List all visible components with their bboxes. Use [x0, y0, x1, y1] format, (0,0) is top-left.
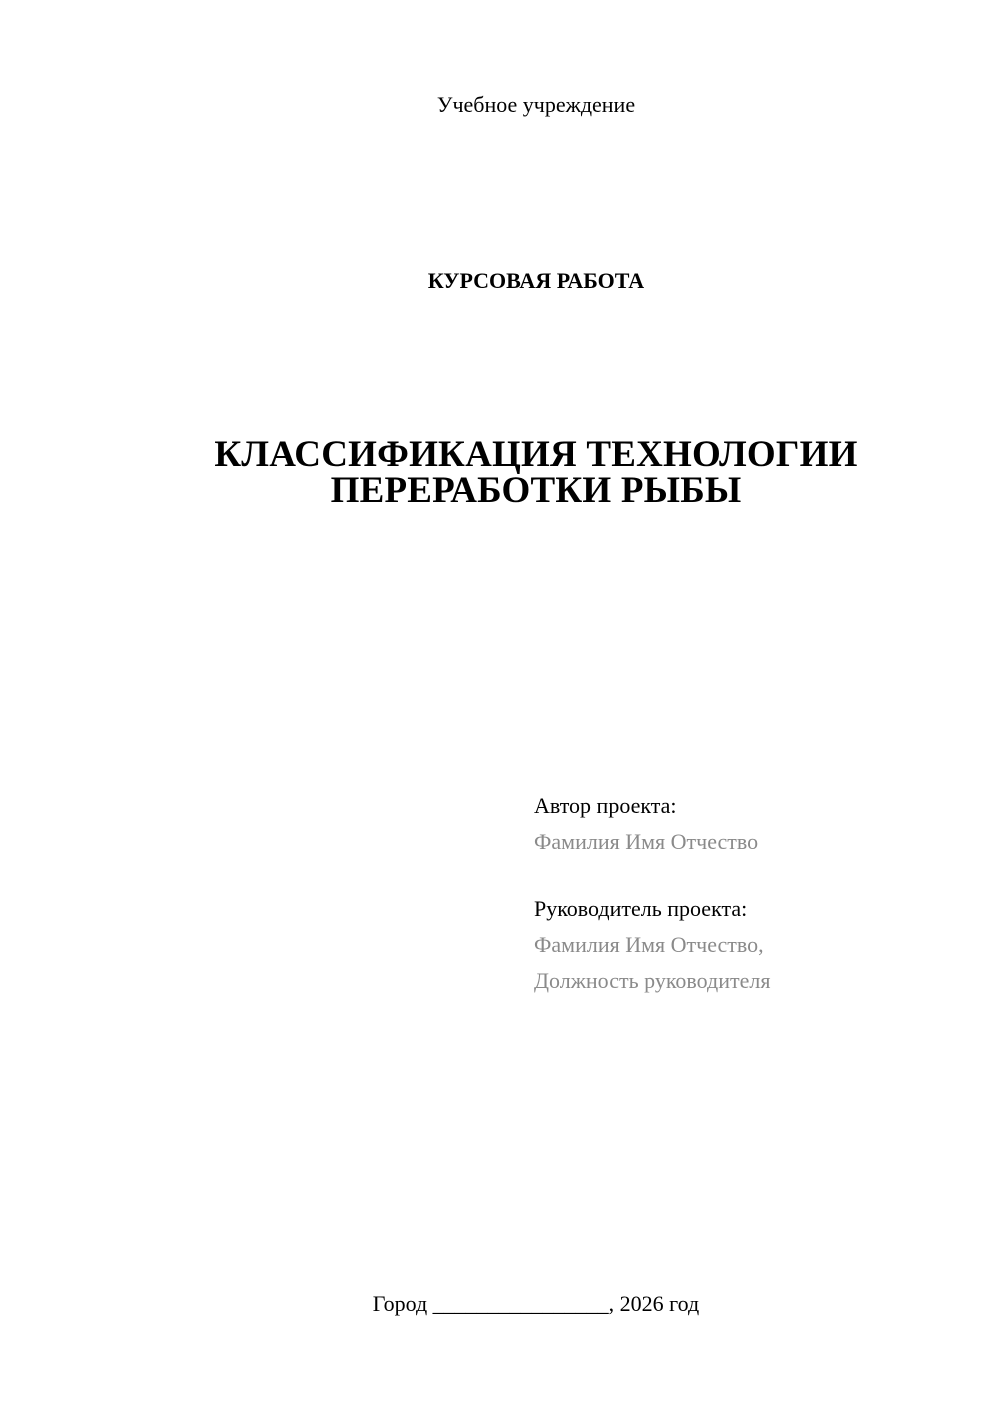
city-year-line: Город ________________, 2026 год — [372, 1291, 700, 1316]
supervisor-position: Должность руководителя — [534, 968, 771, 993]
institution-name: Учебное учреждение — [436, 92, 636, 117]
project-people-block — [534, 788, 974, 999]
spacer — [534, 860, 974, 891]
document-title — [0, 434, 1000, 511]
author-label: Автор проекта: — [534, 793, 677, 818]
supervisor-name: Фамилия Имя Отчество, — [534, 932, 764, 957]
title-line-1: КЛАССИФИКАЦИЯ ТЕХНОЛОГИИ — [214, 434, 858, 475]
supervisor-label: Руководитель проекта: — [534, 896, 748, 921]
title-line-2: ПЕРЕРАБОТКИ РЫБЫ — [330, 470, 742, 511]
work-type-heading: КУРСОВАЯ РАБОТА — [427, 268, 645, 293]
author-name: Фамилия Имя Отчество — [534, 829, 759, 854]
